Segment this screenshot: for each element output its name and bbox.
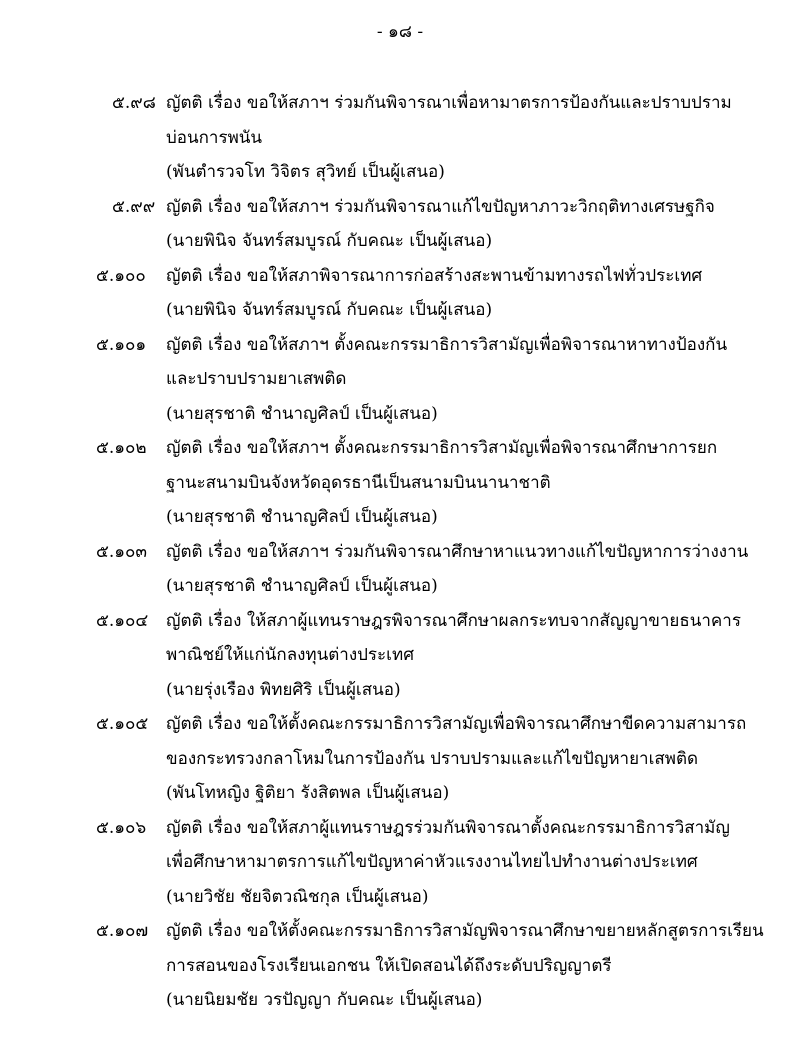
motion-proposer: (นายสุรชาติ ชำนาญศิลป์ เป็นผู้เสนอ) (166, 507, 438, 527)
motion-title-line: ญัตติ เรื่อง ขอให้สภาฯ ร่วมกันพิจารณาเพื่อหามาตรการป้องกันและปราบปราม (166, 93, 732, 113)
motion-list (0, 86, 800, 1018)
motion-title-line: ญัตติ เรื่อง ขอให้สภาฯ ตั้งคณะกรรมาธิการวิสามัญเพื่อพิจารณาศึกษาการยก (166, 438, 718, 458)
motion-proposer: (นายรุ่งเรือง พิทยศิริ เป็นผู้เสนอ) (166, 679, 401, 700)
motion-item (0, 190, 800, 259)
motion-title-line: ญัตติ เรื่อง ขอให้ตั้งคณะกรรมาธิการวิสามัญเพื่อพิจารณาศึกษาขีดความสามารถ (166, 714, 747, 734)
motion-item (0, 328, 800, 432)
motion-item (0, 535, 800, 604)
motion-item (0, 86, 800, 190)
motion-number: ๕.๙๙ (112, 196, 156, 217)
motion-item (0, 431, 800, 535)
motion-content (166, 259, 800, 328)
motion-proposer: (พันโทหญิง ฐิติยา รังสิตพล เป็นผู้เสนอ) (166, 783, 450, 803)
motion-number: ๕.๑๐๑ (96, 334, 147, 355)
motion-proposer: (นายวิชัย ชัยจิตวณิชกุล เป็นผู้เสนอ) (166, 886, 429, 907)
motion-title-line: บ่อนการพนัน (166, 127, 263, 148)
motion-title-line: และปราบปรามยาเสพติด (166, 369, 347, 389)
motion-content (166, 914, 800, 1018)
motion-content (166, 86, 800, 190)
motion-title-line: ญัตติ เรื่อง ขอให้สภาฯ ร่วมกันพิจารณาศึกษาหาแนวทางแก้ไขปัญหาการว่างงาน (166, 541, 749, 562)
motion-content (166, 535, 800, 604)
motion-title-line: เพื่อศึกษาหามาตรการแก้ไขปัญหาค่าหัวแรงงานไทยไปทำงานต่างประเทศ (166, 852, 698, 872)
motion-title-line: ฐานะสนามบินจังหวัดอุดรธานีเป็นสนามบินนานาชาติ (166, 472, 551, 493)
motion-item (0, 604, 800, 708)
motion-number: ๕.๑๐๓ (96, 541, 148, 562)
motion-item (0, 707, 800, 811)
motion-title-line: ญัตติ เรื่อง ขอให้สภาฯ ตั้งคณะกรรมาธิการวิสามัญเพื่อพิจารณาหาทางป้องกัน (166, 334, 728, 355)
page-number: - ๑๘ - (376, 22, 424, 42)
motion-content (166, 328, 800, 432)
motion-number: ๕.๑๐๐ (96, 265, 146, 286)
motion-title-line: ญัตติ เรื่อง ขอให้สภาผู้แทนราษฎรร่วมกันพิจารณาตั้งคณะกรรมาธิการวิสามัญ (166, 817, 730, 838)
motion-title-line: ญัตติ เรื่อง ให้สภาผู้แทนราษฎรพิจารณาศึกษาผลกระทบจากสัญญาขายธนาคาร (166, 610, 741, 631)
motion-title-line: พาณิชย์ให้แก่นักลงทุนต่างประเทศ (166, 645, 414, 665)
motion-proposer: (พันตำรวจโท วิจิตร สุวิทย์ เป็นผู้เสนอ) (166, 162, 445, 182)
motion-number: ๕.๑๐๗ (96, 921, 149, 941)
motion-proposer: (นายพินิจ จันทร์สมบูรณ์ กับคณะ เป็นผู้เสนอ) (166, 300, 493, 320)
motion-proposer: (นายสุรชาติ ชำนาญศิลป์ เป็นผู้เสนอ) (166, 403, 438, 424)
motion-content (166, 190, 800, 259)
motion-number: ๕.๑๐๒ (96, 438, 147, 458)
motion-number: ๕.๑๐๖ (96, 817, 147, 838)
motion-title-line: ญัตติ เรื่อง ขอให้สภาฯ ร่วมกันพิจารณาแก้ไขปัญหาภาวะวิกฤติทางเศรษฐกิจ (166, 196, 715, 217)
motion-content (166, 811, 800, 915)
motion-title-line: ของกระทรวงกลาโหมในการป้องกัน ปราบปรามและแก้ไขปัญหายาเสพติด (166, 748, 699, 769)
motion-proposer: (นายพินิจ จันทร์สมบูรณ์ กับคณะ เป็นผู้เสนอ) (166, 231, 493, 251)
motion-proposer: (นายนิยมชัย วรปัญญา กับคณะ เป็นผู้เสนอ) (166, 990, 483, 1010)
motion-title-line: ญัตติ เรื่อง ขอให้ตั้งคณะกรรมาธิการวิสามัญพิจารณาศึกษาขยายหลักสูตรการเรียน (166, 921, 764, 941)
motion-number: ๕.๑๐๕ (96, 714, 149, 734)
motion-proposer: (นายสุรชาติ ชำนาญศิลป์ เป็นผู้เสนอ) (166, 576, 438, 596)
motion-content (166, 431, 800, 535)
motion-item (0, 811, 800, 915)
motion-number: ๕.๙๘ (112, 93, 156, 113)
motion-item (0, 259, 800, 328)
motion-content (166, 707, 800, 811)
motion-item (0, 914, 800, 1018)
motion-number: ๕.๑๐๔ (96, 610, 149, 631)
motion-content (166, 604, 800, 708)
motion-title-line: ญัตติ เรื่อง ขอให้สภาพิจารณาการก่อสร้างสะพานข้ามทางรถไฟทั่วประเทศ (166, 265, 703, 286)
motion-title-line: การสอนของโรงเรียนเอกชน ให้เปิดสอนได้ถึงระดับปริญญาตรี (166, 955, 612, 976)
